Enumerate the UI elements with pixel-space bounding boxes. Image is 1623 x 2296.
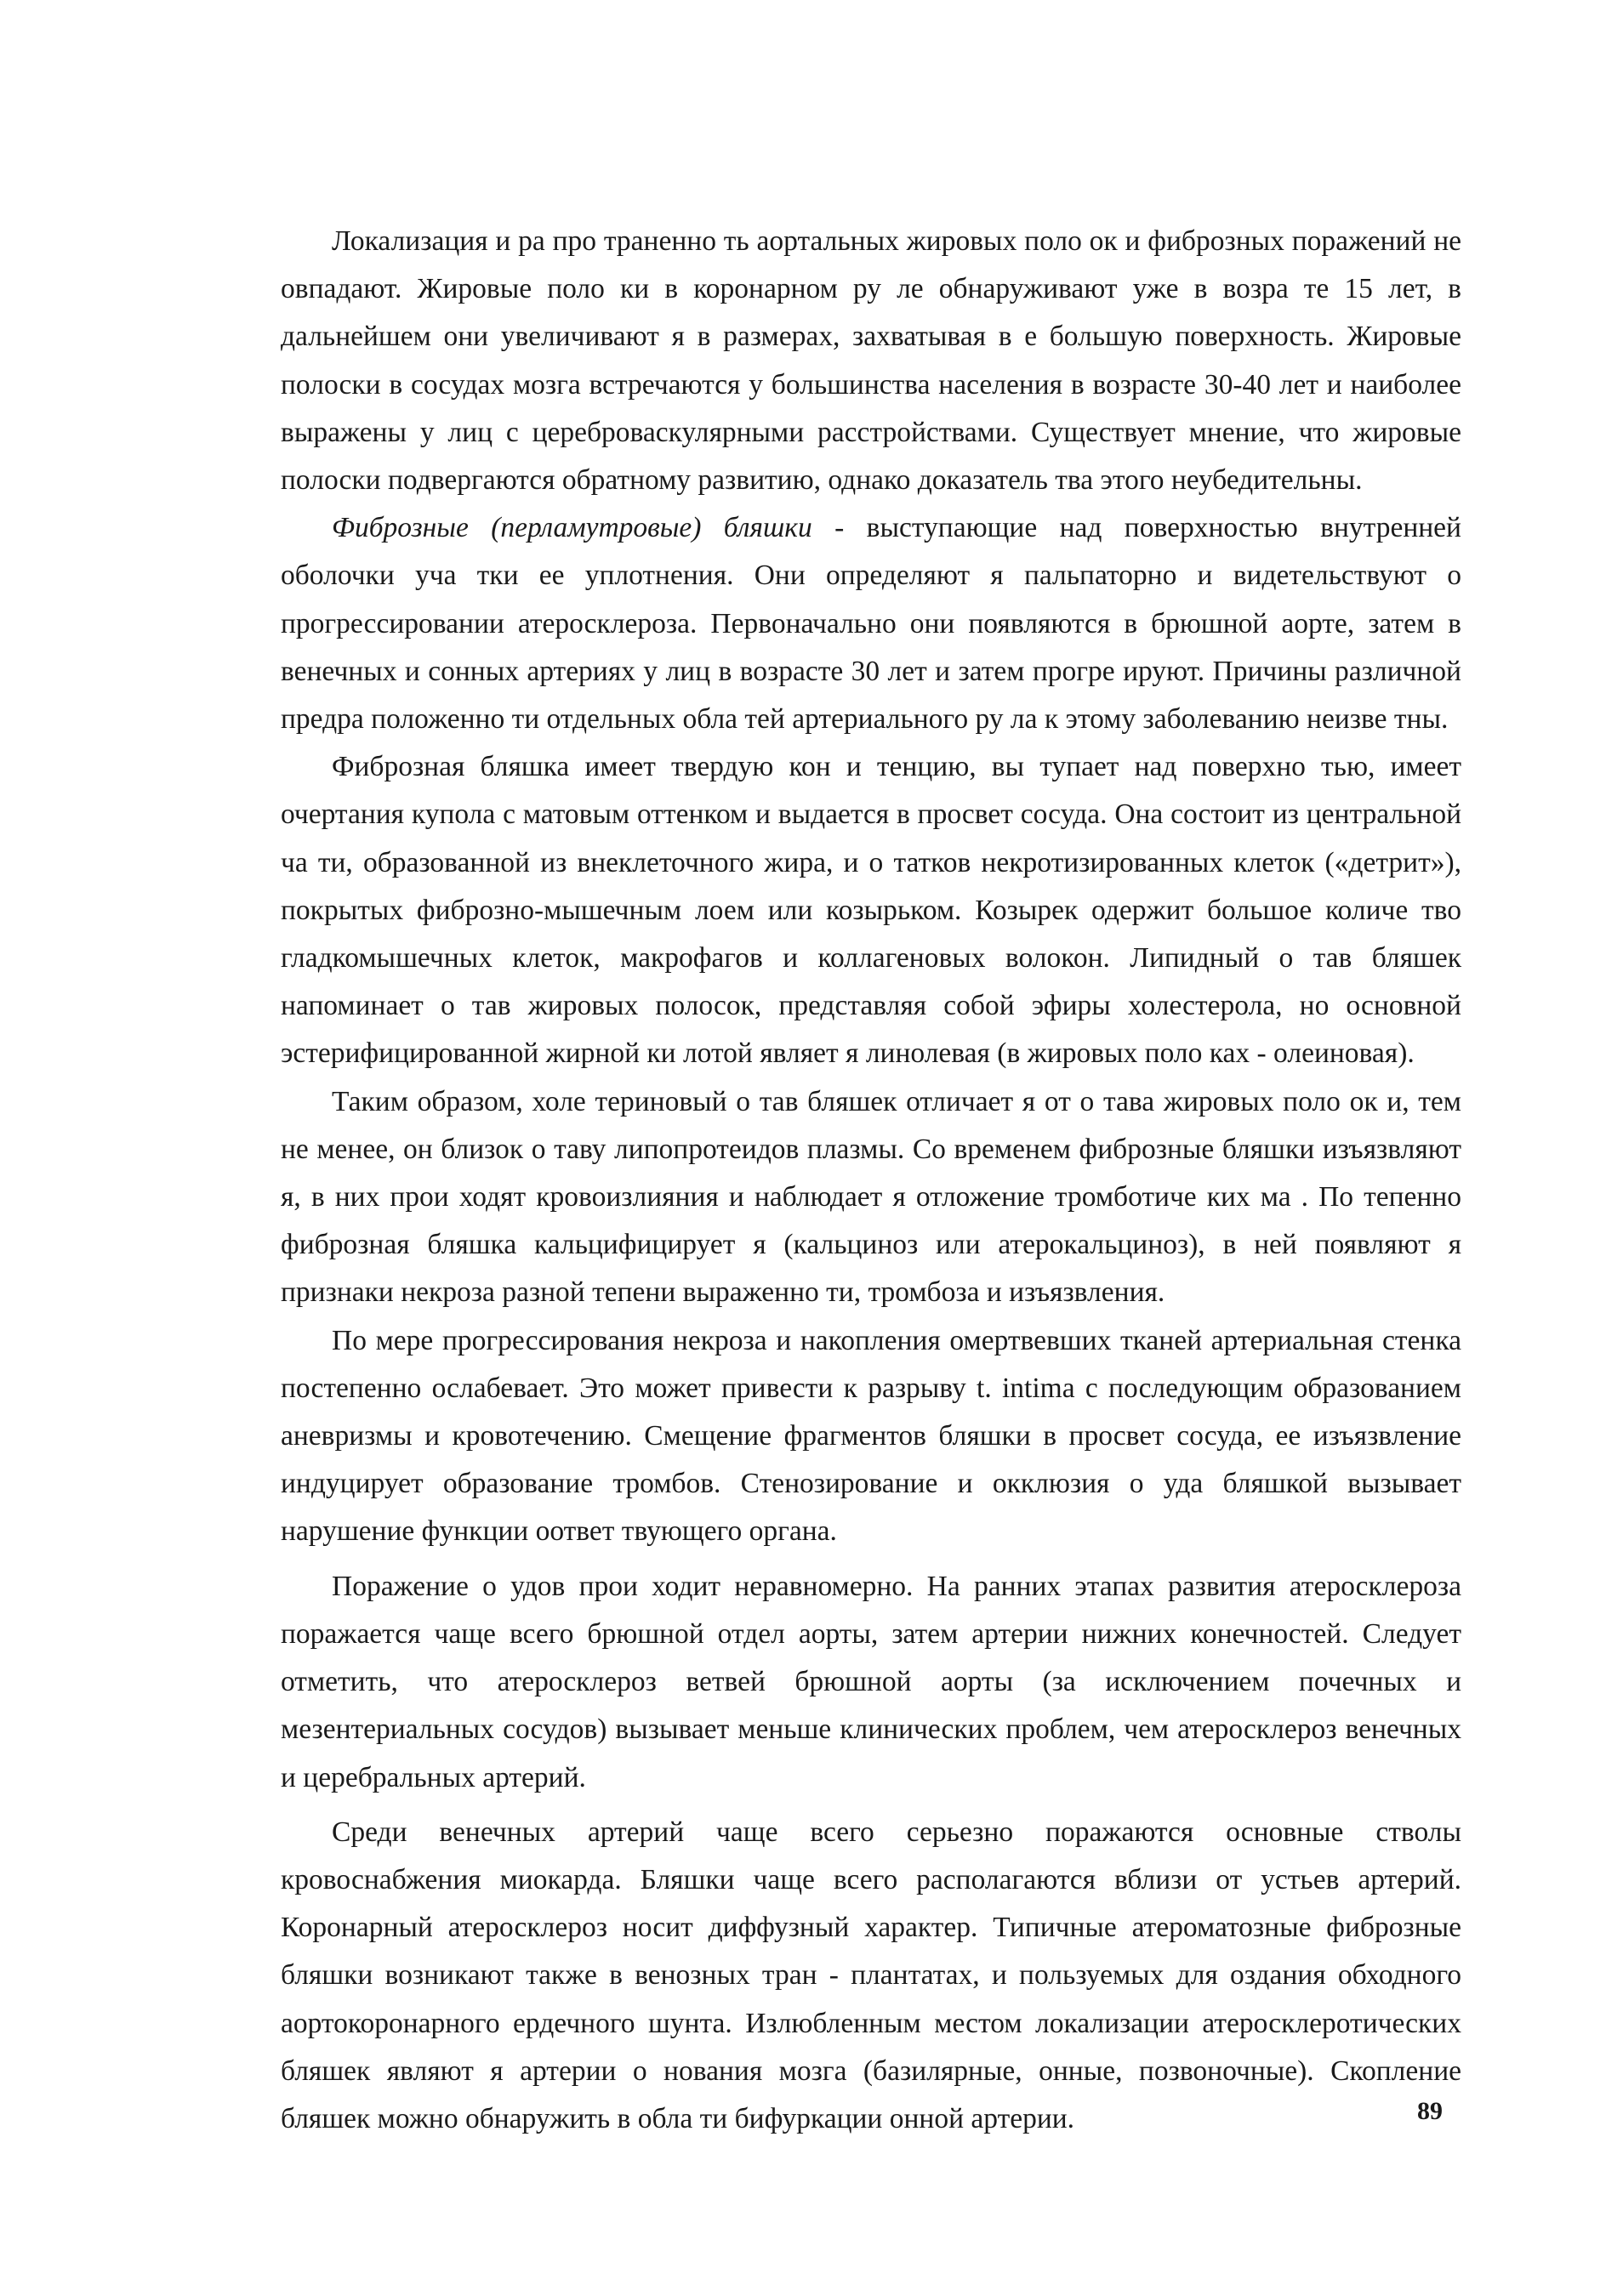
paragraph-cholesterol xyxy=(281,1078,1461,1317)
paragraph-text: Фиброзная бляшка имеет твердую кон и тенцию, вы тупает над поверхно тью, имеет очертания купола с матовым оттенком и выдается в просвет сосуда. Она состоит из центральной ча ти, образованной из внеклеточного жира, и о татков некротизированных клеток («детрит»), покрытых фиброзно-мышечным лоем или козырьком. Козырек одержит большое количе тво гладкомышечных клеток, макрофагов и коллагеновых волокон. Липидный о тав бляшек напоминает о тав жировых полосок, представляя собой эфиры холестерола, но основной эстерифицированной жирной ки лотой являет я линолевая (в жировых поло ках - олеиновая). xyxy=(281,751,1461,1070)
paragraph-text: Локализация и ра про траненно ть аортальных жировых поло ок и фиброзных поражений не овпадают. Жировые поло ки в коронарном ру ле обнаруживают уже в возра те 15 лет, в дальнейшем они увеличивают я в размерах, захватывая в е большую поверхность. Жировые полоски в сосудах мозга встречаются у большинства населения в возрасте 30-40 лет и наиболее выражены у лиц с цереброваскулярными расстройствами. Существует мнение, что жировые полоски подвергаются обратному развитию, однако доказатель тва этого неубедительны. xyxy=(281,225,1461,497)
paragraph-text: - выступающие над поверхностью внутренней оболочки уча тки ее уплотнения. Они определяют я пальпаторно и видетельствуют о прогрессировании атеросклероза. Первоначально они появляются в брюшной аорте, затем в венечных и сонных артериях у лиц в возрасте 30 лет и затем прогре ируют. Причины различной предра положенно ти отдельных обла тей артериального ру ла к этому заболеванию неизве тны. xyxy=(281,512,1461,736)
paragraph-text: Таким образом, холе териновый о тав бляшек отличает я от о тава жировых поло ок и, тем не менее, он близок о таву липопротеидов плазмы. Со временем фиброзные бляшки изъязвляют я, в них прои ходят кровоизлияния и наблюдает я отложение тромботиче ких ма . По тепенно фиброзная бляшка кальцифицирует я (кальциноз или атерокальциноз), в ней появляют я признаки некроза разной тепени выраженно ти, тромбоза и изъязвления. xyxy=(281,1085,1461,1309)
paragraph-coronary-arteries xyxy=(281,1809,1461,2143)
paragraph-localization xyxy=(281,218,1461,504)
page-number: 89 xyxy=(1417,2097,1443,2125)
paragraph-vessel-damage xyxy=(281,1563,1461,1802)
paragraph-necrosis xyxy=(281,1317,1461,1556)
paragraph-lead-italic: Фиброзные (перламутровые) бляшки xyxy=(332,512,812,544)
paragraph-plaque-structure xyxy=(281,743,1461,1077)
paragraph-text: Поражение о удов прои ходит неравномерно. На ранних этапах развития атеросклероза поражается чаще всего брюшной отдел аорты, затем артерии нижних конечностей. Следует отметить, что атеросклероз ветвей брюшной аорты (за исключением почечных и мезентериальных сосудов) вызывает меньше клинических проблем, чем атеросклероз венечных и церебральных артерий. xyxy=(281,1570,1461,1793)
paragraph-fibrous-plaques xyxy=(281,504,1461,743)
page-body xyxy=(281,218,1461,2143)
paragraph-text: По мере прогрессирования некроза и накопления омертвевших тканей артериальная стенка постепенно ослабевает. Это может привести к разрыву t. intima с последующим образованием аневризмы и кровотечению. Смещение фрагментов бляшки в просвет сосуда, ее изъязвление индуцирует образование тромбов. Стенозирование и окклюзия о уда бляшкой вызывает нарушение функции оответ твующего органа. xyxy=(281,1324,1461,1548)
paragraph-text: Среди венечных артерий чаще всего серьезно поражаются основные стволы кровоснабжения миокарда. Бляшки чаще всего располагаются вблизи от устьев артерий. Коронарный атеросклероз носит диффузный характер. Типичные атероматозные фиброзные бляшки возникают также в венозных тран - плантатах, и пользуемых для оздания обходного аортокоронарного ердечного шунта. Излюбленным местом локализации атеросклеротических бляшек являют я артерии о нования мозга (базилярные, онные, позвоночные). Скопление бляшек можно обнаружить в обла ти бифуркации онной артерии. xyxy=(281,1816,1461,2134)
